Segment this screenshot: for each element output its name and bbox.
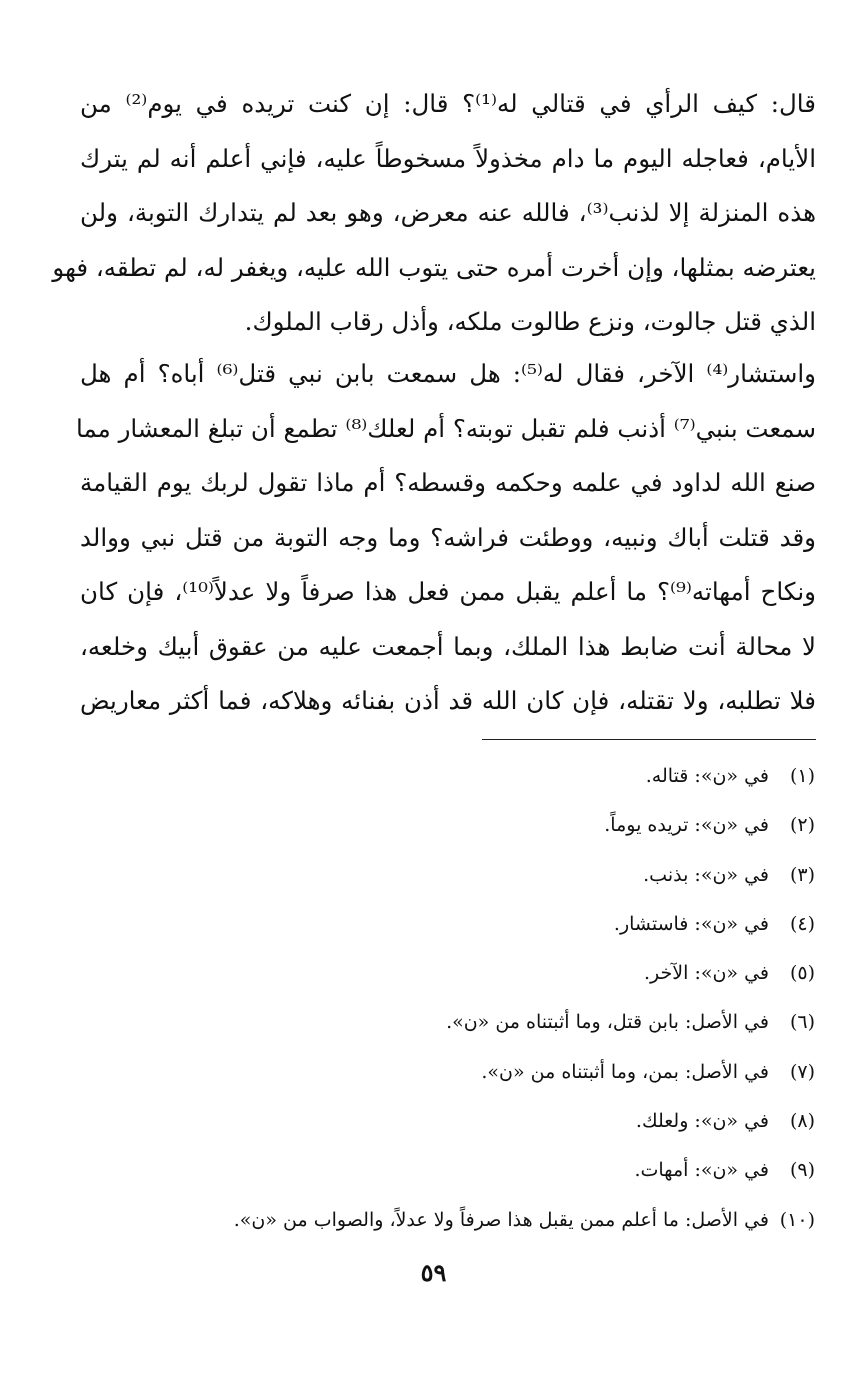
paragraph-line: صنع الله لداود في علمه وحكمه وقسطه؟ أم ماذا تقول لربك يوم القيامة [80, 468, 816, 497]
footnote-text: في «ن»: تريده يوماً. [604, 814, 769, 837]
footnote-text: في «ن»: أمهات. [634, 1159, 769, 1182]
paragraph-line: واستشار⁽⁴⁾ الآخر، فقال له⁽⁵⁾: هل سمعت بابن نبي قتل⁽⁶⁾ أباه؟ أم هل [80, 359, 816, 388]
footnote-number: (٥) [789, 962, 815, 985]
footnotes-list [79, 752, 819, 1245]
paragraph-line: لا محالة أنت ضابط هذا الملك، وبما أجمعت عليه من عقوق أبيك وخلعه، [80, 631, 816, 661]
footnote-item [79, 851, 819, 900]
paragraph-line: قال: كيف الرأي في قتالي له⁽¹⁾؟ قال: إن كنت تريده في يوم⁽²⁾ من [80, 89, 816, 118]
footnote-text: في «ن»: قتاله. [645, 765, 769, 787]
footnote-item [79, 1048, 819, 1097]
footnote-divider [482, 739, 816, 740]
footnote-item [79, 801, 819, 850]
footnote-number: (٤) [789, 912, 815, 935]
footnote-item [79, 1196, 819, 1245]
footnote-number: (١) [789, 765, 815, 787]
footnote-item [79, 1097, 819, 1146]
footnote-text: في «ن»: بذنب. [643, 863, 769, 886]
footnote-item [79, 1146, 819, 1195]
footnote-number: (١٠) [779, 1208, 815, 1231]
paragraph-line: يعترضه بمثلها، وإن أخرت أمره حتى يتوب الله عليه، ويغفر له، لم تطقه، فهو [52, 252, 816, 282]
footnote-item [79, 752, 819, 801]
footnote-number: (٨) [789, 1110, 815, 1133]
paragraph-line: فلا تطلبه، ولا تقتله، فإن كان الله قد أذن بفنائه وهلاكه، فما أكثر معاريض [80, 686, 816, 715]
paragraph-line: هذه المنزلة إلا لذنب⁽³⁾، فالله عنه معرض، وهو بعد لم يتدارك التوبة، ولن [80, 198, 816, 227]
paragraph-line: الذي قتل جالوت، ونزع طالوت ملكه، وأذل رقاب الملوك. [244, 307, 816, 336]
footnote-item [79, 900, 819, 949]
footnote-number: (٢) [789, 814, 815, 837]
footnote-number: (٣) [789, 863, 815, 886]
paragraph-line: الأيام، فعاجله اليوم ما دام مخذولاً مسخوطاً عليه، فإني أعلم أنه لم يترك [80, 143, 816, 173]
footnote-text: في «ن»: ولعلك. [635, 1110, 769, 1133]
footnote-number: (٧) [789, 1060, 815, 1083]
paragraph-line: سمعت بنبي⁽⁷⁾ أذنب فلم تقبل توبته؟ أم لعلك⁽⁸⁾ تطمع أن تبلغ المعشار مما [76, 413, 816, 443]
footnote-number: (٦) [789, 1011, 815, 1034]
page-number: ٥٩ [420, 1258, 447, 1287]
footnote-item [79, 949, 819, 998]
footnote-item [79, 998, 819, 1047]
footnote-text: في «ن»: فاستشار. [613, 912, 769, 935]
footnote-text: في الأصل: بابن قتل، وما أثبتناه من «ن». [446, 1011, 769, 1034]
footnote-text: في الأصل: بمن، وما أثبتناه من «ن». [481, 1060, 769, 1083]
paragraph-1 [52, 77, 816, 350]
paragraph-line: وقد قتلت أباك ونبيه، ووطئت فراشه؟ وما وجه التوبة من قتل نبي ووالد [80, 522, 816, 552]
footnote-number: (٩) [789, 1159, 815, 1182]
footnote-text: في الأصل: ما أعلم ممن يقبل هذا صرفاً ولا عدلاً، والصواب من «ن». [233, 1208, 769, 1231]
paragraph-line: ونكاح أمهاته⁽⁹⁾؟ ما أعلم يقبل ممن فعل هذا صرفاً ولا عدلاً⁽¹⁰⁾، فإن كان [80, 577, 816, 606]
paragraph-2 [76, 347, 816, 729]
footnote-text: في «ن»: الآخر. [644, 962, 769, 985]
